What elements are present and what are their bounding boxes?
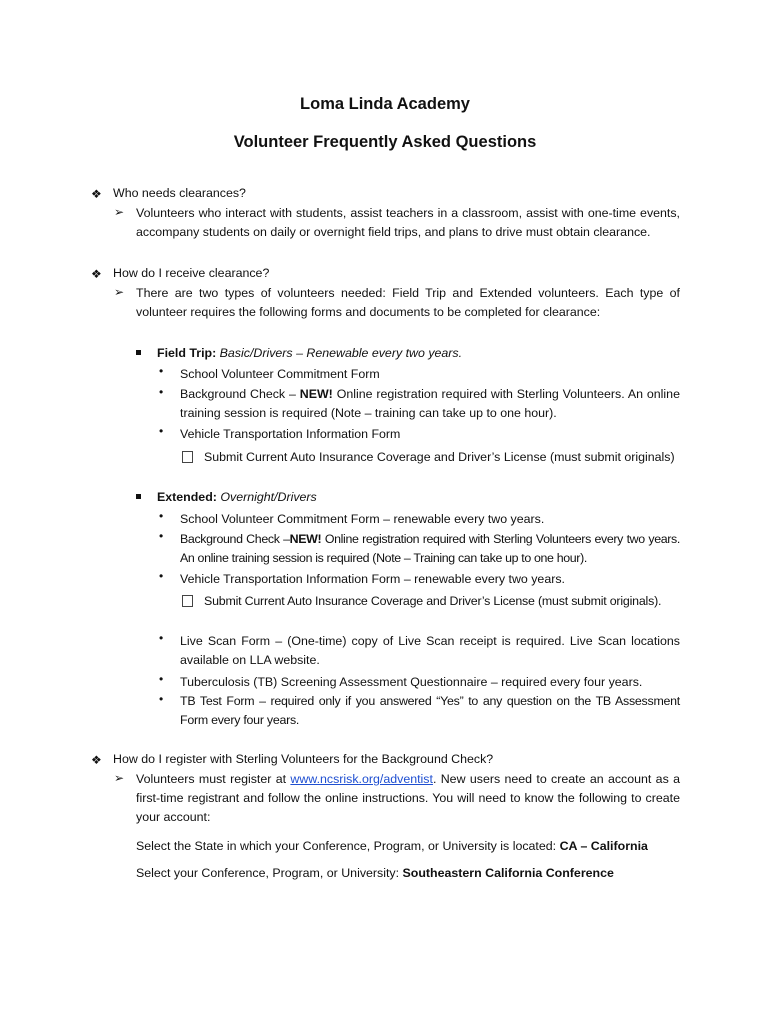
square-bullet-icon <box>136 350 141 355</box>
field-trip-item-3: Vehicle Transportation Information Form <box>180 427 401 441</box>
bullet-dot-icon: • <box>159 529 164 543</box>
arrow-bullet-icon: ➢ <box>114 771 125 785</box>
extended-bg-check-label: Background Check – <box>180 532 290 546</box>
extended-heading <box>157 488 317 507</box>
extended-detail: Overnight/Drivers <box>220 490 317 504</box>
arrow-bullet-icon: ➢ <box>114 205 125 219</box>
state-label: Select the State in which your Conference, Program, or University is located: <box>136 839 557 853</box>
document-title: Volunteer Frequently Asked Questions <box>233 133 537 151</box>
answer-3-rest: . New users need to create an account as a first-time registrant and follow the online instructions. You will need to know the following to create your account: <box>136 772 680 824</box>
checkbox-icon <box>182 595 193 607</box>
question-1: Who needs clearances? <box>113 186 246 200</box>
extended-bg-check-detail: Online registration required with Sterling Volunteers every two years. An online training session is required (Note – Training can take up to one hour). <box>180 532 680 565</box>
diamond-bullet-icon: ❖ <box>91 187 102 201</box>
field-trip-heading <box>157 344 462 363</box>
square-bullet-icon <box>136 494 141 499</box>
bullet-dot-icon: • <box>159 364 164 378</box>
org-title: Loma Linda Academy <box>300 95 470 113</box>
question-2: How do I receive clearance? <box>113 266 270 280</box>
answer-3-intro: Volunteers must register at <box>136 772 287 786</box>
bullet-dot-icon: • <box>159 569 164 583</box>
state-line <box>136 837 648 856</box>
bullet-dot-icon: • <box>159 509 164 523</box>
extended-label: Extended: <box>157 490 217 504</box>
arrow-bullet-icon: ➢ <box>114 285 125 299</box>
conference-line <box>136 864 614 883</box>
extended-extra-item-3: TB Test Form – required only if you answered “Yes” to any question on the TB Assessment Form every four years. <box>180 694 680 727</box>
field-trip-bg-check-label: Background Check – <box>180 387 296 401</box>
answer-1: Volunteers who interact with students, assist teachers in a classroom, assist with one-time events, accompany students on daily or overnight field trips, and plans to drive must obtain clearance. <box>136 206 680 239</box>
bullet-dot-icon: • <box>159 672 164 686</box>
field-trip-bg-check-detail: Online registration required with Sterling Volunteers. An online training session is required (Note – training can take up to one hour). <box>180 387 680 420</box>
bullet-dot-icon: • <box>159 424 164 438</box>
answer-2: There are two types of volunteers needed: Field Trip and Extended volunteers. Each type of volunteer requires the following forms and documents to be completed for clearance: <box>136 286 680 319</box>
answer-3 <box>136 770 680 827</box>
new-badge: NEW! <box>299 387 333 401</box>
field-trip-item-2 <box>180 385 680 423</box>
question-3: How do I register with Sterling Volunteers for the Background Check? <box>113 752 494 766</box>
bullet-dot-icon: • <box>159 692 164 706</box>
diamond-bullet-icon: ❖ <box>91 753 102 767</box>
extended-item-2 <box>180 530 680 568</box>
extended-item-3: Vehicle Transportation Information Form – renewable every two years. <box>180 572 565 586</box>
extended-item-1: School Volunteer Commitment Form – renewable every two years. <box>180 512 545 526</box>
new-badge: NEW! <box>289 532 322 546</box>
field-trip-label: Field Trip: <box>157 346 217 360</box>
field-trip-detail: Basic/Drivers – Renewable every two years. <box>219 346 463 360</box>
extended-extra-item-1: Live Scan Form – (One-time) copy of Live Scan receipt is required. Live Scan locations available on LLA website. <box>180 634 680 667</box>
extended-sub-item: Submit Current Auto Insurance Coverage and Driver’s License (must submit originals). <box>204 594 662 608</box>
checkbox-icon <box>182 451 193 463</box>
ncsrisk-link[interactable]: www.ncsrisk.org/adventist <box>290 772 433 786</box>
conference-label: Select your Conference, Program, or University: <box>136 866 400 880</box>
extended-extra-item-2: Tuberculosis (TB) Screening Assessment Questionnaire – required every four years. <box>180 675 643 689</box>
field-trip-sub-item: Submit Current Auto Insurance Coverage and Driver’s License (must submit originals) <box>204 450 675 464</box>
diamond-bullet-icon: ❖ <box>91 267 102 281</box>
bullet-dot-icon: • <box>159 631 164 645</box>
bullet-dot-icon: • <box>159 385 164 399</box>
conference-value: Southeastern California Conference <box>402 866 614 880</box>
field-trip-item-1: School Volunteer Commitment Form <box>180 367 380 381</box>
state-value: CA – California <box>559 839 648 853</box>
